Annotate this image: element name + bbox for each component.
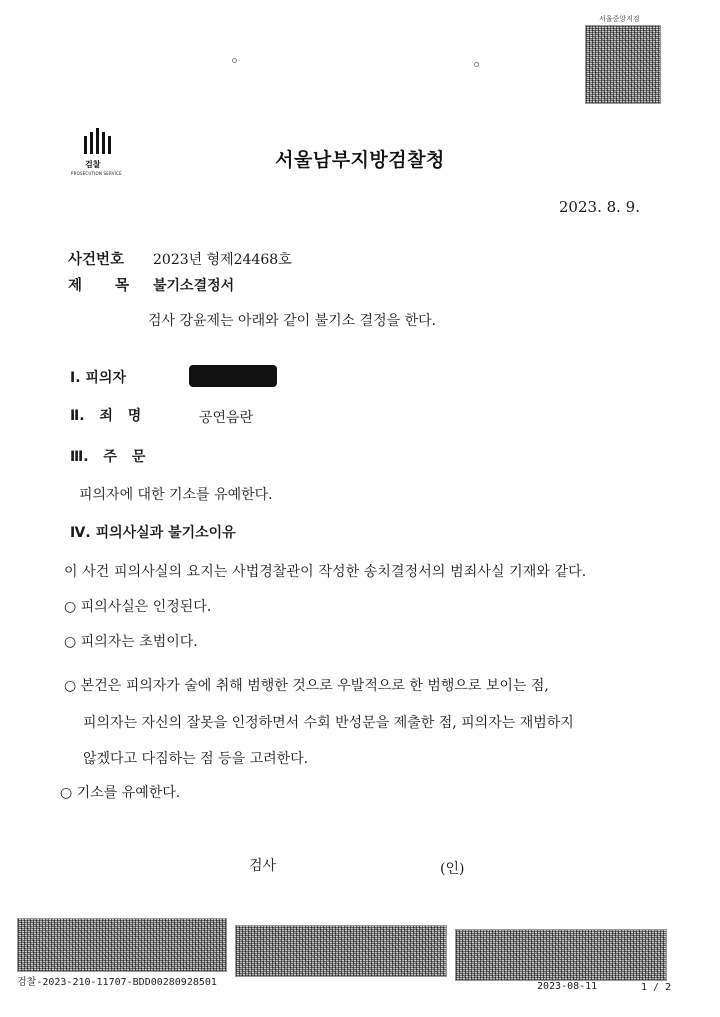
office-name: 서울남부지방검찰청 [275,149,445,171]
print-date: 2023-08-11 [537,981,598,992]
title-label-text: 제 목 [68,278,130,294]
scan-dot [474,62,479,67]
reason-bullet-2: ○ 피의자는 초범이다. [64,634,198,650]
footer-barcode-2 [235,925,447,977]
section-suspect-label: Ⅰ. 피의자 [70,370,126,386]
section-order-label: Ⅲ. 주 문 [70,449,146,465]
logo-text: 검찰 [85,160,101,169]
prosecutor-label: 검사 [249,858,277,874]
scan-dot [232,58,237,63]
seal-mark: (인) [440,861,465,877]
title-value: 불기소결정서 [153,278,235,294]
reason-bullet-1: ○ 피의사실은 인정된다. [64,599,212,615]
reason-summary: 이 사건 피의사실의 요지는 사법경찰관이 작성한 송치결정서의 범죄사실 기재와 같다. [64,564,587,580]
page-number: 1 / 2 [641,982,672,993]
case-number-value: 2023년 형제24468호 [153,252,292,268]
top-barcode [585,25,661,104]
stamp-label: 서울중앙지검 [599,15,640,23]
crime-name: 공연음란 [199,410,254,426]
logo-subtext: PROSECUTION SERVICE [71,171,122,176]
title-label [68,274,143,295]
reason-bullet-3-line-1: ○ 본건은 피의자가 술에 취해 범행한 것으로 우발적으로 한 범행으로 보이는 점, [64,678,549,694]
document-code: 검찰-2023-210-11707-BDD00280928501 [17,977,217,988]
section-crime-label: Ⅱ. 죄 명 [70,408,142,424]
reason-bullet-4: ○ 기소를 유예한다. [60,785,181,801]
footer-barcode-3 [455,929,667,981]
intro-text: 검사 강윤제는 아래와 같이 불기소 결정을 한다. [148,313,437,329]
reason-bullet-3-line-2: 피의자는 자신의 잘못을 인정하면서 수회 반성문을 제출한 점, 피의자는 재범하지 [83,715,574,731]
order-text: 피의자에 대한 기소를 유예한다. [79,487,273,503]
reason-bullet-3-line-3: 않겠다고 다짐하는 점 등을 고려한다. [83,751,309,767]
footer-barcode-1 [17,918,227,972]
document-date: 2023. 8. 9. [558,198,640,216]
redaction-box [189,365,277,387]
case-number-label: 사건번호 [68,252,125,268]
section-reason-label: Ⅳ. 피의사실과 불기소이유 [70,525,236,541]
